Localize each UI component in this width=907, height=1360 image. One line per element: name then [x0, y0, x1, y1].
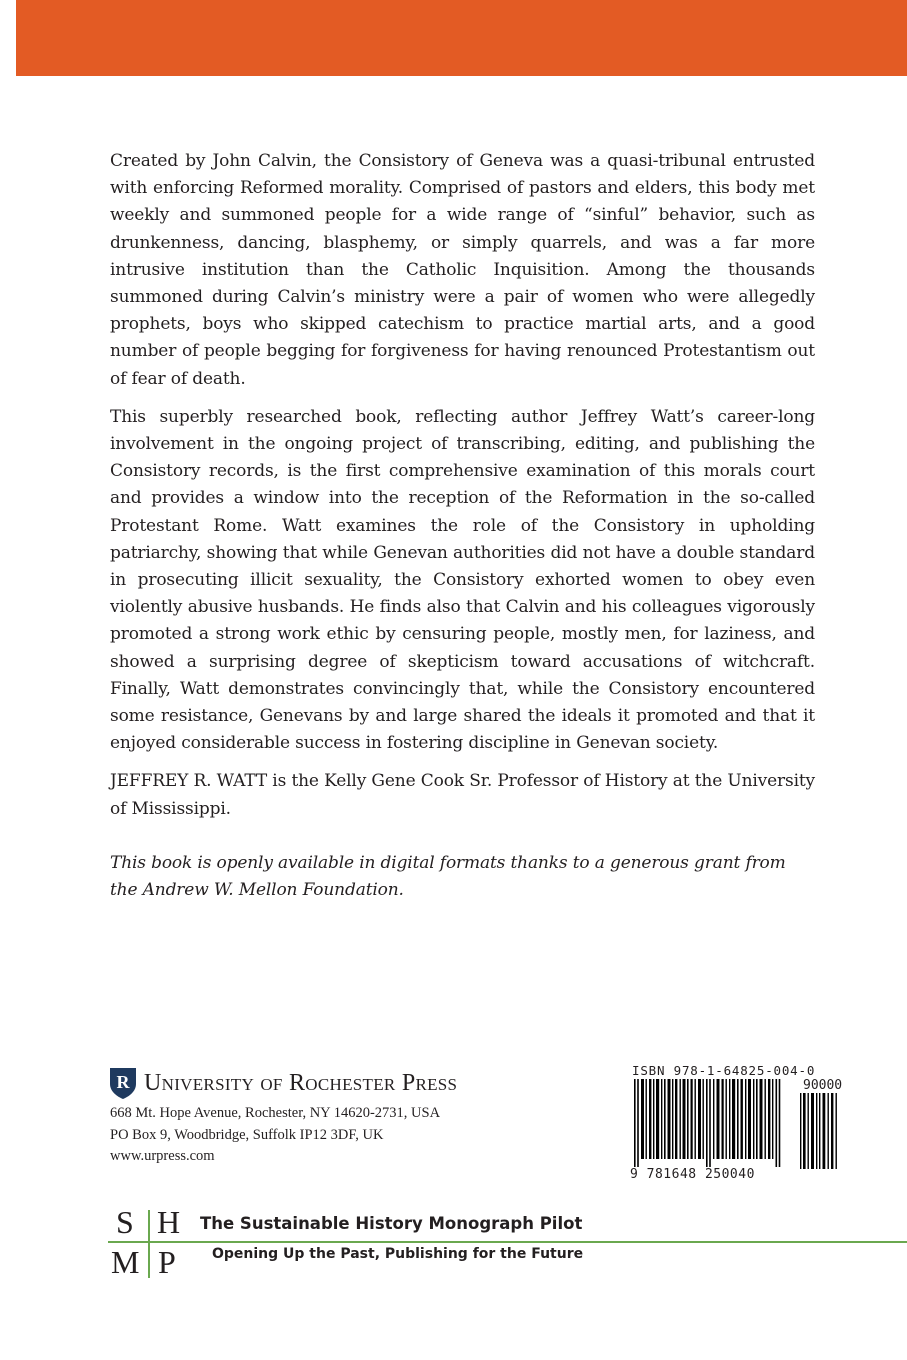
series-letter-m: M	[111, 1244, 140, 1280]
series-horizontal-rule	[108, 1241, 907, 1243]
author-bio: JEFFREY R. WATT is the Kelly Gene Cook Sr. Professor of History at the University of Mississippi.	[110, 771, 815, 819]
ean-digits: 9 781648 250040	[630, 1167, 755, 1182]
series-footer	[108, 1202, 907, 1284]
series-letter-h: H	[157, 1204, 181, 1240]
publisher-website[interactable]: www.urpress.com	[110, 1148, 215, 1164]
series-tagline: Opening Up the Past, Publishing for the Future	[212, 1246, 584, 1262]
book-description	[110, 148, 815, 834]
isbn-label: ISBN 978-1-64825-004-0	[632, 1063, 816, 1078]
series-letter-s: S	[116, 1204, 134, 1240]
series-title: The Sustainable History Monograph Pilot	[200, 1214, 583, 1233]
publisher-shield-icon	[108, 1066, 138, 1100]
series-letter-p: P	[158, 1244, 176, 1280]
top-color-band	[16, 0, 907, 76]
publisher-name: University of Rochester Press	[144, 1069, 458, 1096]
publisher-block	[108, 1066, 457, 1168]
price-code: 90000	[803, 1078, 843, 1093]
publisher-address-us: 668 Mt. Hope Avenue, Rochester, NY 14620-2731, USA	[110, 1105, 441, 1121]
shield-letter: R	[116, 1072, 130, 1092]
grant-note: This book is openly available in digital formats thanks to a generous grant from the Andrew W. Mellon Foundation.	[110, 853, 786, 901]
description-paragraph-1: Created by John Calvin, the Consistory of Geneva was a quasi-tribunal entrusted with enforcing Reformed morality. Comprised of pastors and elders, this body met weekly and summoned people for a wide range of “sinful” behavior, such as drunkenness, dancing, blasphemy, or simply quarrels, and was a far more intrusive institution than the Catholic Inquisition. Among the thousands summoned during Calvin’s ministry were a pair of women who were allegedly prophets, boys who skipped catechism to practice martial arts, and a good number of people begging for forgiveness for having renounced Protestantism out of fear of death.	[110, 151, 815, 389]
series-vertical-rule	[148, 1210, 150, 1278]
isbn-barcode	[630, 1063, 842, 1183]
description-paragraph-2: This superbly researched book, reflecting author Jeffrey Watt’s career-long involvement in the ongoing project of transcribing, editing, and publishing the Consistory records, is the first comprehensive examination of this morals court and provides a window into the reception of the Reformation in the so-called Protestant Rome. Watt examines the role of the Consistory in upholding patriarchy, showing that while Genevan authorities did not have a double standard in prosecuting illicit sexuality, the Consistory exhorted women to obey even violently abusive husbands. He finds also that Calvin and his colleagues vigorously promoted a strong work ethic by censuring people, mostly men, for laziness, and showed a surprising degree of skepticism toward accusations of witchcraft. Finally, Watt demonstrates convincingly that, while the Consistory encountered some resistance, Genevans by and large shared the ideals it promoted and that it enjoyed considerable success in fostering discipline in Genevan society.	[110, 406, 815, 754]
publisher-address-uk: PO Box 9, Woodbridge, Suffolk IP12 3DF, UK	[110, 1126, 384, 1143]
